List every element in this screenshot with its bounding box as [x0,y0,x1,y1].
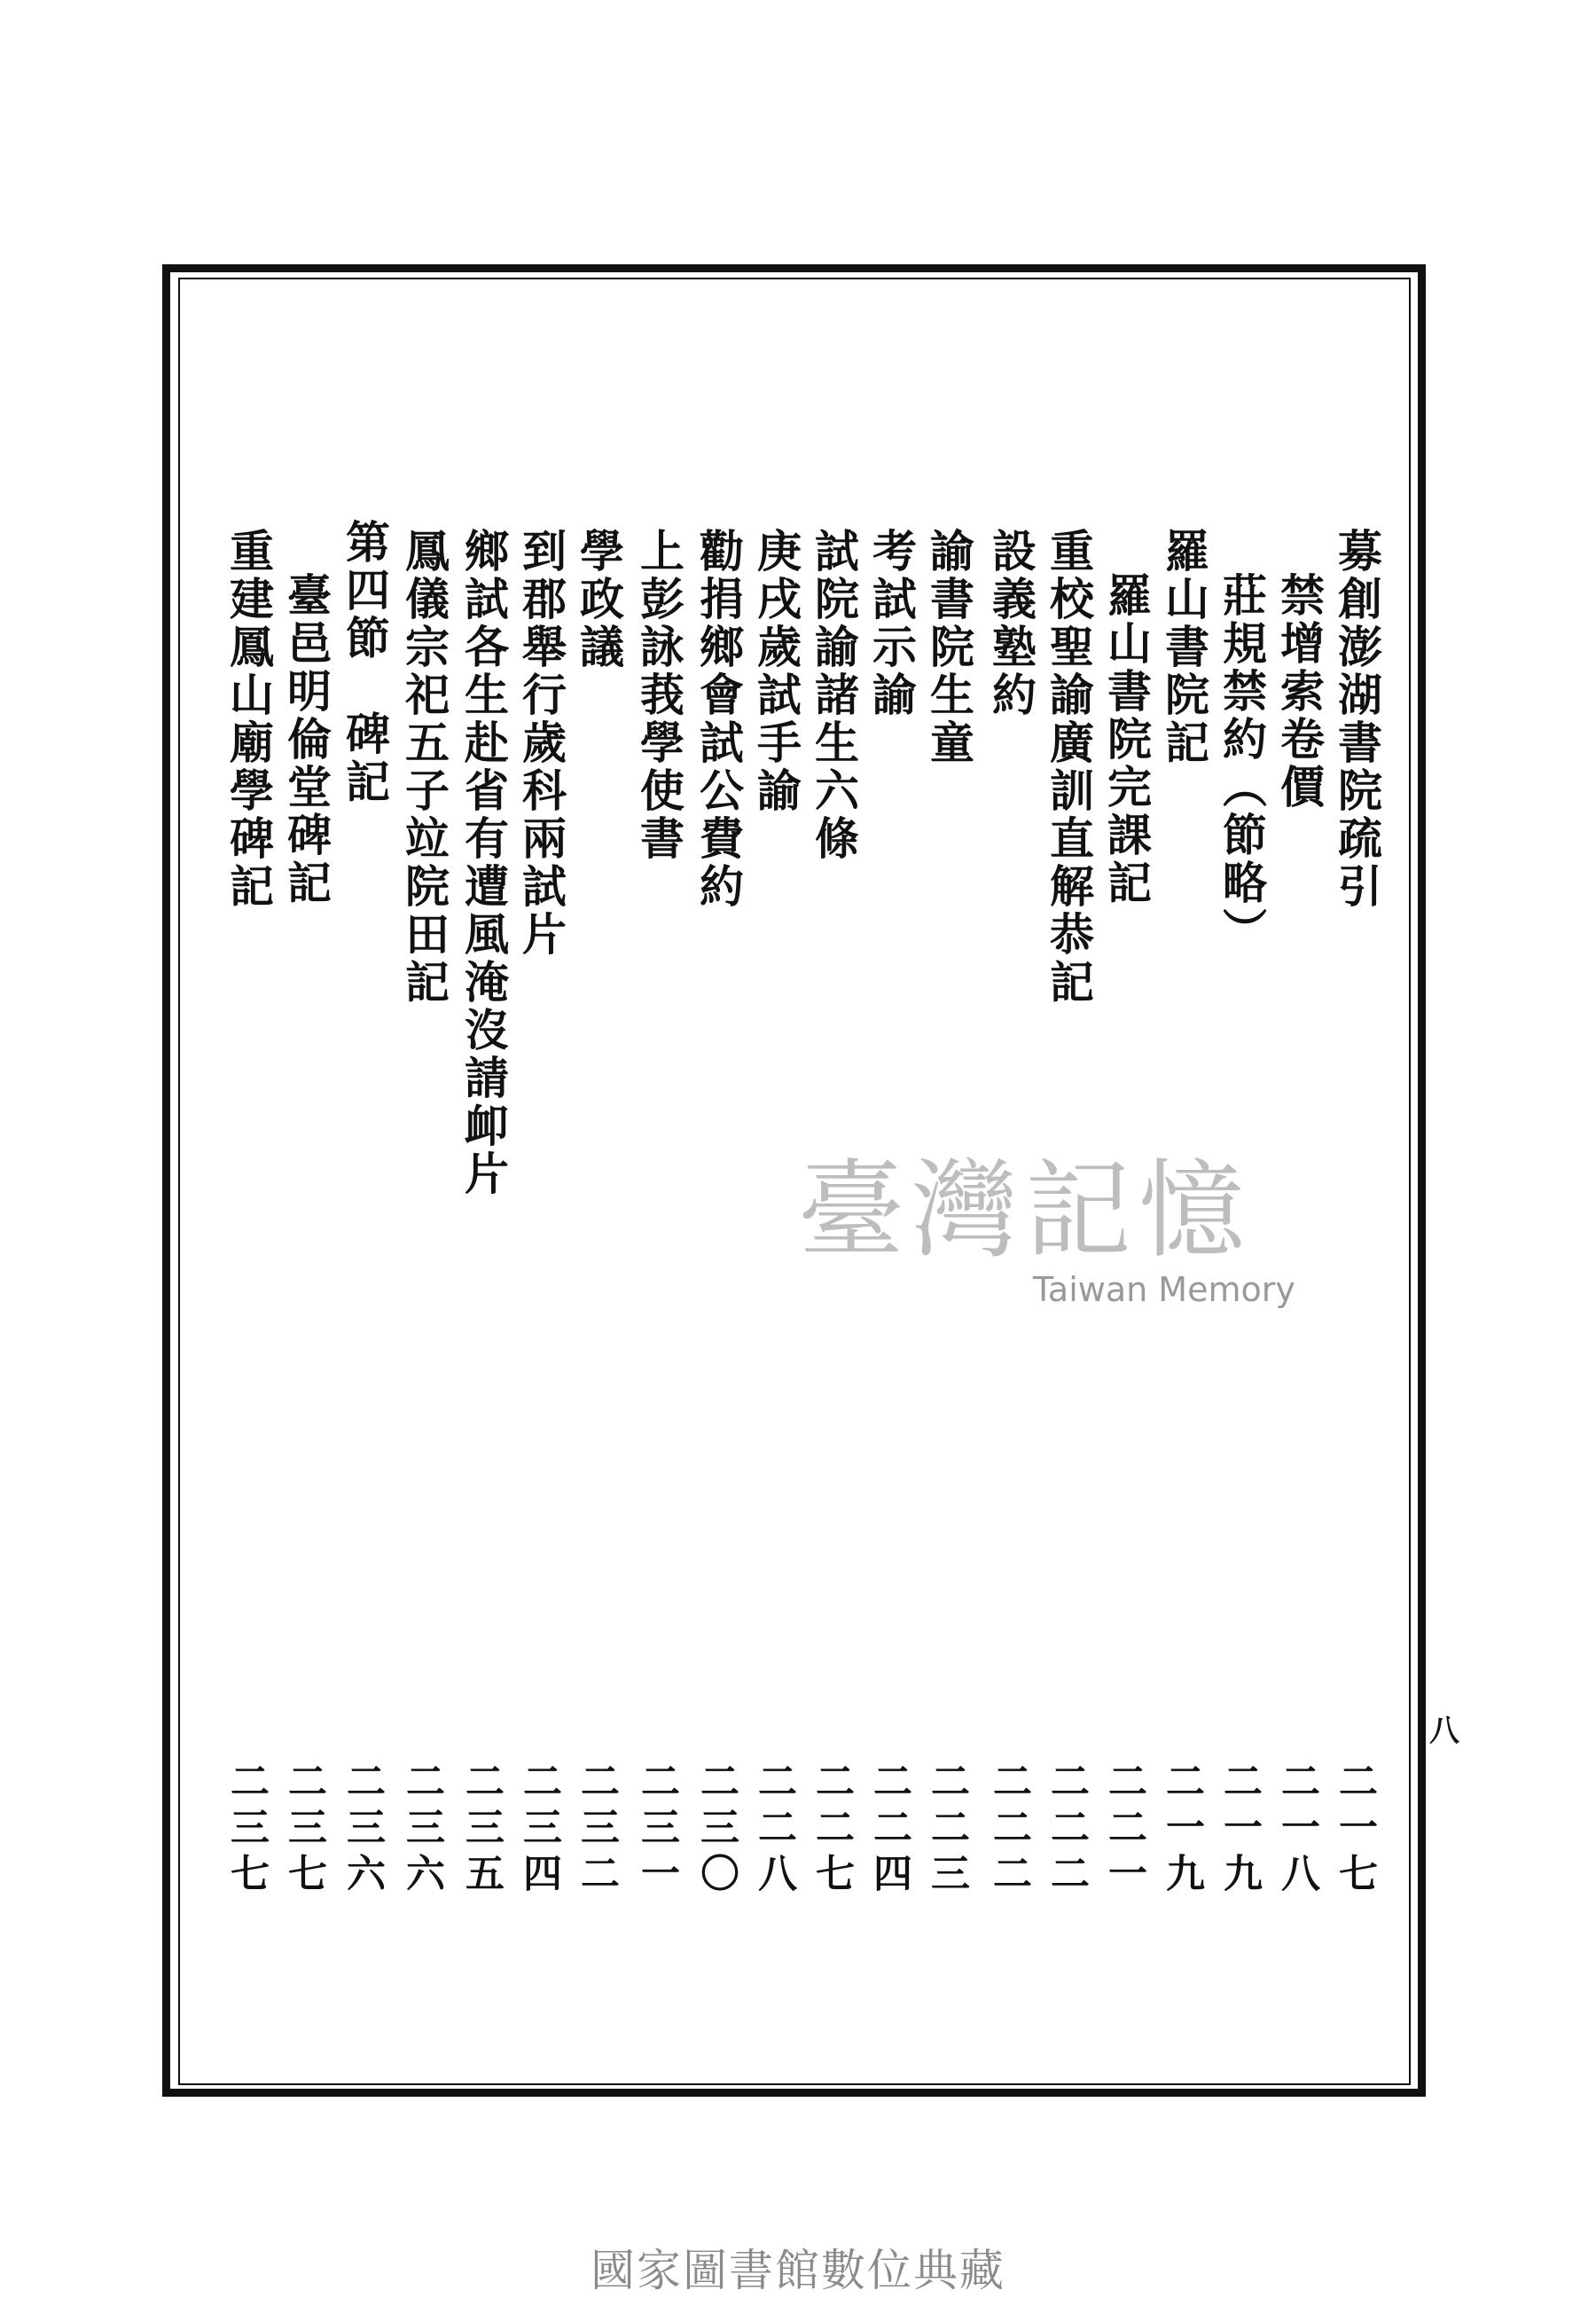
page-number: 八 [1429,1714,1459,1749]
toc-title: 羅山書院完課記 [1100,572,1153,907]
toc-page: 二三四 [516,1761,561,1899]
toc-page: 二三二 [574,1761,619,1899]
watermark-chinese: 臺灣記憶 [798,1149,1252,1273]
toc-title: 考試示諭 [865,528,918,719]
toc-page: 二二二 [986,1761,1031,1899]
toc-page: 二二七 [809,1761,854,1899]
toc-title: 諭書院生童 [923,528,975,767]
toc-page: 二三六 [340,1761,385,1899]
toc-page: 二三五 [458,1761,504,1899]
toc-title: 禁增索卷價 [1273,572,1326,812]
toc-title: 募創澎湖書院疏引 [1331,528,1383,911]
toc-title: 鳳儀宗祀五子竝院田記 [398,528,450,1007]
toc-page: 二二一 [1101,1761,1146,1899]
toc-page: 二二四 [866,1761,911,1899]
watermark-english: Taiwan Memory [1033,1270,1295,1309]
toc-title: 庚戌歲試手諭 [750,528,802,815]
toc-title: 勸捐鄉會試公費約 [692,528,745,911]
section-heading: 第四節 碑記 [339,519,391,806]
toc-page: 二三〇 [693,1761,739,1899]
toc-title: 上彭詠莪學使書 [633,528,685,863]
toc-page: 二三七 [223,1761,269,1899]
toc-page: 二三一 [634,1761,679,1899]
footer-credit: 國家圖書館數位典藏 [591,2245,1005,2296]
toc-title: 鄉試各生赴省有遭風淹沒請卹片 [458,528,510,1198]
toc-title: 學政議 [573,528,625,671]
toc-title: 試院諭諸生六條 [808,528,860,863]
toc-page: 二三七 [281,1761,326,1899]
watermark [798,1149,1295,1309]
toc-page: 二一七 [1332,1761,1377,1899]
toc-title: 到郡舉行歲科兩試片 [515,528,567,959]
toc-page: 二二二 [1044,1761,1089,1899]
toc-title: 莊規禁約（節略） [1216,572,1268,955]
toc-title: 重校聖諭廣訓直解恭記 [1043,528,1095,1007]
toc-title: 臺邑明倫堂碑記 [280,572,332,907]
toc-page: 二二八 [751,1761,796,1899]
toc-title: 羅山書院記 [1158,528,1210,767]
toc-page: 二一九 [1217,1761,1262,1899]
toc-page: 二一八 [1274,1761,1319,1899]
toc-title: 重建鳳山廟學碑記 [223,528,275,911]
toc-page: 二二三 [924,1761,969,1899]
toc-page: 二三六 [399,1761,444,1899]
toc-page: 二一九 [1159,1761,1204,1899]
toc-title: 設義塾約 [985,528,1037,719]
